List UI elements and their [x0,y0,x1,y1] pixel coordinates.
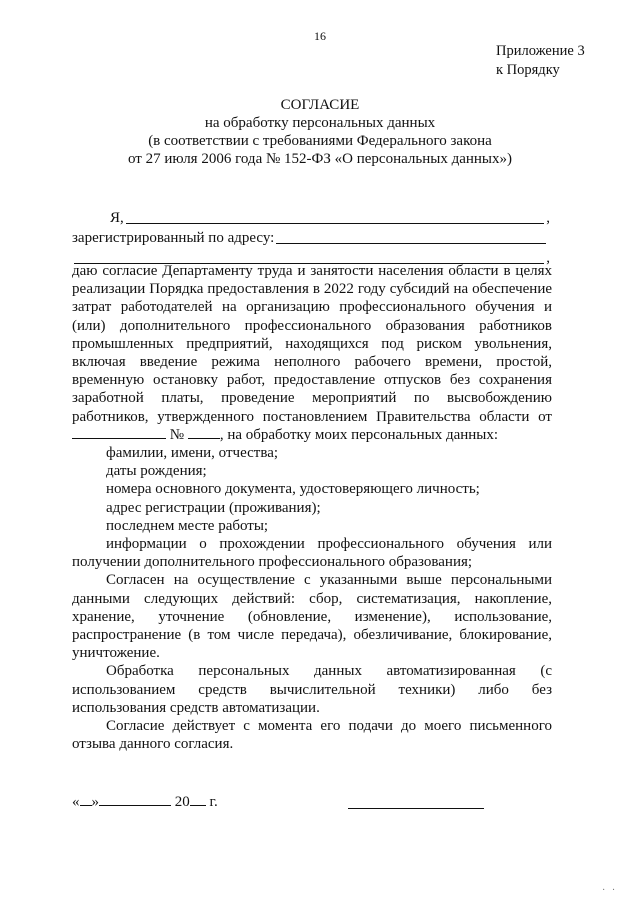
address-row [72,228,548,247]
processing-actions-paragraph: Согласен на осуществление с указанными выше персональными данными следующих действий: сбор, систематизация, накопление, хранение, уточнение (обновление, изменение), использование, распространение (в том числе передача), обезличивание, блокирование, уничтожение. [72,572,552,662]
education-info-item: информации о прохождении профессионального обучения или получении дополнительного профессионального образования; [72,536,552,571]
consent-main-paragraph [72,262,552,444]
address-label: зарегистрированный по адресу: [72,230,275,246]
name-label: Я, [110,210,124,226]
signature-block [72,793,552,817]
list-item: последнем месте работы; [106,517,269,534]
year-suffix: г. [209,794,218,810]
list-item: фамилии, имени, отчества; [106,445,279,462]
corner-scan-marks: · · [602,885,618,896]
name-blank[interactable] [126,208,544,224]
consent-main-text-end: , на обработку моих персональных данных: [219,426,499,443]
signature-blank[interactable] [348,808,484,809]
law-reference-line-1: (в соответствии с требованиями Федерального закона [148,133,492,149]
law-reference-line-2: от 27 июля 2006 года № 152-ФЗ «О персональных данных») [127,151,512,167]
list-item: номера основного документа, удостоверяющего личность; [106,481,480,498]
appendix-line-2: к Порядку [496,62,560,78]
document-title: СОГЛАСИЕ [280,97,360,113]
consent-body [72,262,552,753]
list-item: адрес регистрации (проживания); [106,499,321,516]
number-sign: № [169,426,185,443]
document-header [60,96,580,168]
year-prefix: 20 [174,794,190,810]
validity-paragraph: Согласие действует с момента его подачи до моего письменного отзыва данного согласия. [72,718,552,753]
day-blank[interactable] [80,793,92,806]
name-row [72,208,550,227]
document-subtitle: на обработку персональных данных [204,115,436,131]
page-number: 16 [314,29,326,43]
resolution-date-blank[interactable] [72,426,166,439]
processing-method-paragraph: Обработка персональных данных автоматизированная (с использованием средств вычислительной техники) либо без использования средств автоматизации. [72,663,552,716]
month-blank[interactable] [99,793,171,806]
resolution-number-blank[interactable] [188,426,220,439]
date-field [72,793,218,811]
year-blank[interactable] [190,793,206,806]
appendix-line-1: Приложение 3 [496,43,585,59]
quote-close: » [91,794,99,810]
consent-main-text: даю согласие Департаменту труда и занятости населения области в целях реализации Порядка предоставления в 2022 году субсидий на обеспечение затрат работодателей на организацию профессионального обучения и (или) дополнительного профессионального образования работников промышленных предприятий, находящихся под риском увольнения, включая введение режима неполного рабочего времени, простой, временную остановку работ, предоставление отпусков без сохранения заработной платы, проведение мероприятий по высвобождению работников, утвержденного постановлением Правительства области от [72,263,552,425]
appendix-reference [496,42,585,80]
list-item: даты рождения; [106,463,207,480]
name-comma: , [546,210,550,226]
address-blank[interactable] [276,228,546,244]
address-comma: , [546,250,550,266]
quote-open: « [72,794,80,810]
